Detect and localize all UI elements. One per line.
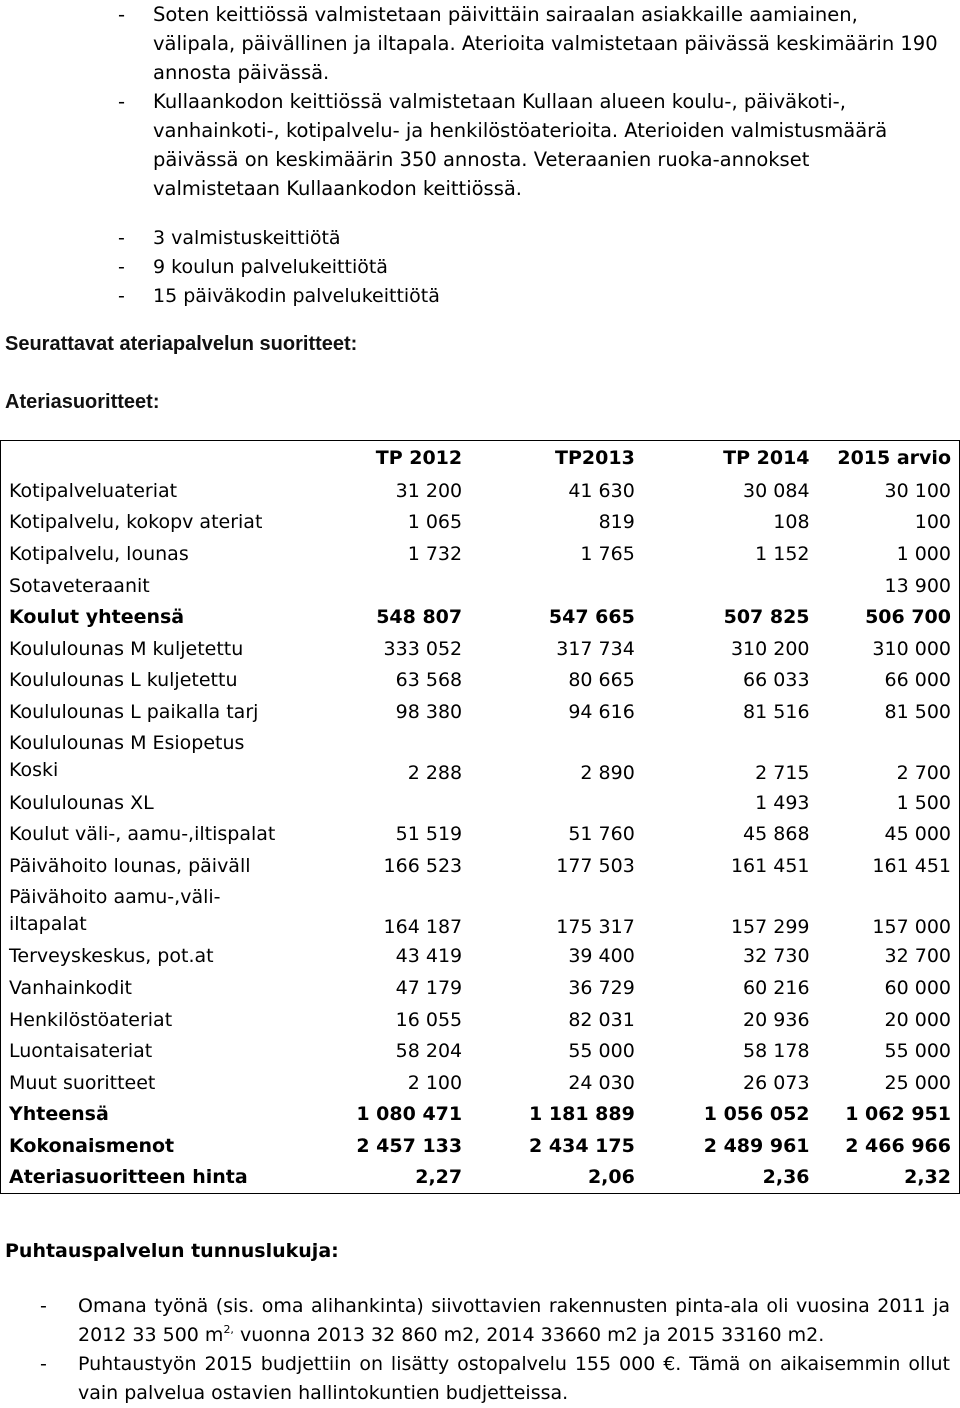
row-label: Ateriasuoritteen hinta	[9, 1166, 248, 1189]
table-row	[1, 696, 960, 728]
table-cell	[297, 570, 470, 602]
table-cell: 51 519	[395, 823, 463, 846]
intro-text: Soten keittiössä valmistetaan päivittäin sairaalan asiakkaille aamiainen, välipala, päivällinen ja iltapala. Aterioita valmistetaan päivässä keskimäärin 190 annosta päivässä.	[153, 3, 938, 84]
cleaning-list	[0, 1292, 960, 1408]
column-header: 2015 arvio	[837, 447, 951, 469]
list-dash: -	[118, 285, 125, 307]
table-cell: 1 152	[755, 542, 810, 565]
row-label: Kotipalvelu, lounas	[9, 542, 189, 565]
table-cell: 507 825	[723, 606, 810, 629]
table-cell: 2 700	[896, 761, 951, 784]
table-cell: 66 033	[743, 669, 810, 692]
table-cell: 25 000	[884, 1071, 951, 1094]
kitchen-text: 15 päiväkodin palvelukeittiötä	[153, 285, 440, 307]
row-label: Yhteensä	[9, 1103, 109, 1126]
table-row	[1, 1162, 960, 1194]
table-cell: 36 729	[568, 976, 635, 999]
table-row	[1, 507, 960, 539]
table-cell: 60 216	[743, 976, 810, 999]
table-cell: 45 868	[743, 823, 810, 846]
table-header-row	[1, 441, 960, 476]
column-header: TP2013	[555, 447, 635, 469]
row-label: Luontaisateriat	[9, 1040, 153, 1063]
table-row	[1, 850, 960, 882]
table-cell: 333 052	[383, 637, 463, 660]
table-row	[1, 1035, 960, 1067]
table-body	[1, 475, 960, 1194]
table-cell: 81 516	[743, 700, 810, 723]
table-cell: 310 000	[872, 637, 951, 660]
table-cell: 47 179	[395, 976, 463, 999]
table-cell: 1 056 052	[703, 1103, 810, 1126]
table-cell	[643, 570, 818, 602]
list-dash: -	[118, 90, 126, 113]
table-cell: 81 500	[884, 700, 951, 723]
table-cell: 175 317	[556, 915, 635, 938]
row-label: Koulut yhteensä	[9, 606, 185, 629]
table-cell: 32 730	[743, 945, 810, 968]
table-cell: 100	[914, 511, 951, 534]
table-cell: 161 451	[872, 854, 951, 877]
cleaning-item	[0, 1350, 960, 1408]
table-cell: 41 630	[568, 479, 635, 502]
kitchen-item	[0, 253, 960, 282]
table-cell: 547 665	[548, 606, 635, 629]
table-cell: 1 000	[896, 542, 951, 565]
table-row	[1, 728, 960, 787]
row-label: Koululounas M kuljetettu	[9, 637, 244, 660]
column-header	[1, 441, 298, 476]
table-row	[1, 818, 960, 850]
table-cell: 1 493	[755, 791, 810, 814]
table-cell: 51 760	[568, 823, 635, 846]
cleaning-text: Omana työnä (sis. oma alihankinta) siivottavien rakennusten pinta-ala oli vuosina 2011 ja 2012 33 500 m	[78, 1295, 950, 1346]
table-row	[1, 941, 960, 973]
intro-text: Kullaankodon keittiössä valmistetaan Kullaan alueen koulu-, päiväkoti-, vanhainkoti-, kotipalvelu- ja henkilöstöaterioita. Aterioiden valmistusmäärä päivässä on keskimäärin 350 annosta. Veteraanien ruoka-annokset valmistetaan Kullaankodon keittiössä.	[153, 90, 888, 200]
table-cell: 2,36	[762, 1166, 810, 1189]
table-cell: 55 000	[568, 1040, 635, 1063]
table-cell: 2 457 133	[356, 1134, 463, 1157]
table-cell: 39 400	[568, 945, 635, 968]
table-row	[1, 633, 960, 665]
table-cell: 32 700	[884, 945, 951, 968]
table-cell: 20 936	[743, 1008, 810, 1031]
table-cell: 58 178	[743, 1040, 810, 1063]
table-cell: 2,06	[587, 1166, 635, 1189]
table-cell: 13 900	[884, 574, 951, 597]
list-dash: -	[40, 1353, 47, 1375]
table-row	[1, 665, 960, 697]
row-label: Päivähoito lounas, päiväll	[9, 854, 251, 877]
table-cell: 2,27	[415, 1166, 463, 1189]
table-cell	[470, 570, 643, 602]
table-cell: 63 568	[395, 669, 463, 692]
table-cell	[470, 787, 643, 819]
table-cell: 2 715	[755, 761, 810, 784]
intro-list	[0, 0, 960, 203]
table-cell: 2 100	[407, 1071, 463, 1094]
table-cell: 30 100	[884, 479, 951, 502]
table-cell: 1 732	[407, 542, 463, 565]
table-cell: 2 288	[407, 761, 463, 784]
row-label: Koululounas L paikalla tarj	[9, 700, 259, 723]
table-cell: 2 466 966	[845, 1134, 951, 1157]
table-row	[1, 787, 960, 819]
superscript: 2,	[223, 1323, 234, 1336]
kitchen-list	[0, 224, 960, 311]
kitchen-item	[0, 224, 960, 253]
row-label: Koululounas M Esiopetus Koski	[9, 731, 245, 781]
intro-item	[0, 0, 960, 87]
table-cell: 26 073	[743, 1071, 810, 1094]
column-header: TP 2012	[375, 447, 463, 469]
table-row	[1, 601, 960, 633]
cleaning-item	[0, 1292, 960, 1350]
list-dash: -	[118, 3, 126, 26]
table-cell: 55 000	[884, 1040, 951, 1063]
meal-services-table	[0, 440, 960, 1194]
list-dash: -	[118, 256, 125, 278]
table-cell: 82 031	[568, 1008, 635, 1031]
table-cell: 2 489 961	[703, 1134, 810, 1157]
row-label: Sotaveteraanit	[9, 574, 150, 597]
row-label: Muut suoritteet	[9, 1071, 156, 1094]
list-dash: -	[118, 227, 125, 249]
table-cell: 157 299	[730, 915, 810, 938]
kitchen-item	[0, 282, 960, 311]
table-cell: 31 200	[395, 479, 463, 502]
table-cell: 98 380	[395, 700, 463, 723]
table-cell: 60 000	[884, 976, 951, 999]
table-cell: 66 000	[884, 669, 951, 692]
intro-item	[0, 87, 960, 203]
row-label: Koulut väli-, aamu-,iltispalat	[9, 823, 276, 846]
table-cell: 45 000	[884, 823, 951, 846]
table-cell: 166 523	[383, 854, 463, 877]
subsection-heading: Ateriasuoritteet:	[5, 391, 160, 413]
table-cell: 1 065	[407, 511, 463, 534]
table-cell: 58 204	[395, 1040, 463, 1063]
table-cell: 94 616	[568, 700, 635, 723]
row-label: Terveyskeskus, pot.at	[9, 945, 214, 968]
table-cell: 30 084	[743, 479, 810, 502]
table-cell: 1 080 471	[356, 1103, 463, 1126]
kitchen-text: 9 koulun palvelukeittiötä	[153, 256, 388, 278]
table-row	[1, 475, 960, 507]
table-row	[1, 1067, 960, 1099]
table-cell: 506 700	[865, 606, 951, 629]
table-row	[1, 1130, 960, 1162]
table-cell: 108	[773, 511, 810, 534]
table-cell: 1 765	[580, 542, 635, 565]
table-cell: 2 890	[580, 761, 635, 784]
table-cell: 1 181 889	[529, 1103, 635, 1126]
cleaning-text-cont: vuonna 2013 32 860 m2, 2014 33660 m2 ja 2015 33160 m2.	[233, 1324, 825, 1346]
table-row	[1, 570, 960, 602]
cleaning-text: Puhtaustyön 2015 budjettiin on lisätty ostopalvelu 155 000 €. Tämä on aikaisemmin ollut vain palvelua ostavien hallintokuntien budjetteissa.	[78, 1353, 950, 1404]
row-label: Vanhainkodit	[9, 976, 132, 999]
table-cell: 819	[598, 511, 635, 534]
table-cell: 310 200	[730, 637, 810, 660]
list-dash: -	[40, 1295, 47, 1317]
table-cell: 548 807	[376, 606, 463, 629]
table-cell: 24 030	[568, 1071, 635, 1094]
table-cell: 157 000	[872, 915, 951, 938]
table-cell: 1 062 951	[845, 1103, 951, 1126]
table-cell	[297, 787, 470, 819]
table-cell: 16 055	[395, 1008, 463, 1031]
row-label: Kotipalvelu, kokopv ateriat	[9, 511, 263, 534]
table-cell: 164 187	[383, 915, 463, 938]
section-heading: Seurattavat ateriapalvelun suoritteet:	[5, 333, 358, 355]
row-label: Koululounas L kuljetettu	[9, 669, 238, 692]
table-row	[1, 882, 960, 941]
table-cell: 80 665	[568, 669, 635, 692]
table-cell: 161 451	[730, 854, 810, 877]
table-cell: 177 503	[556, 854, 635, 877]
table-row	[1, 1099, 960, 1131]
row-label: Koululounas XL	[9, 791, 154, 814]
table-cell: 20 000	[884, 1008, 951, 1031]
table-cell: 43 419	[395, 945, 463, 968]
kitchen-text: 3 valmistuskeittiötä	[153, 227, 341, 249]
row-label: Henkilöstöateriat	[9, 1008, 173, 1031]
table-cell: 2 434 175	[529, 1134, 635, 1157]
table-cell: 317 734	[556, 637, 635, 660]
column-header: TP 2014	[723, 447, 810, 469]
row-label: Kokonaismenot	[9, 1134, 175, 1157]
table-row	[1, 972, 960, 1004]
table-row	[1, 538, 960, 570]
row-label: Päivähoito aamu-,väli-iltapalat	[9, 885, 221, 935]
cleaning-section-title: Puhtauspalvelun tunnuslukuja:	[5, 1240, 339, 1262]
table-cell: 2,32	[904, 1166, 951, 1189]
table-cell: 1 500	[896, 791, 951, 814]
row-label: Kotipalveluateriat	[9, 479, 178, 502]
table-row	[1, 1004, 960, 1036]
